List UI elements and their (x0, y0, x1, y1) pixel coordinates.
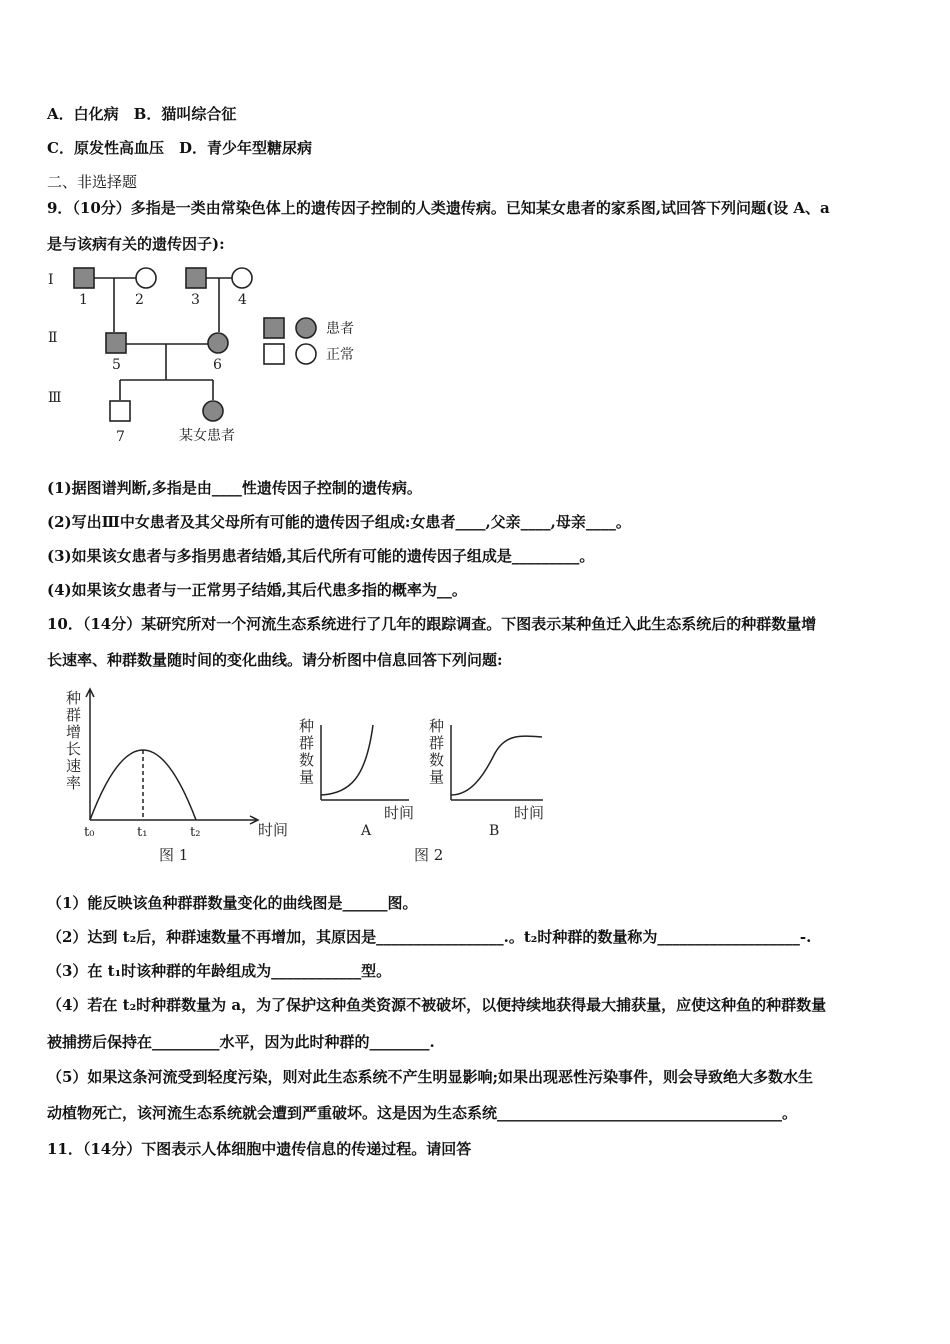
fig2b-xlabel: 时间 (514, 804, 545, 822)
proband-label: 某女患者 (179, 428, 235, 444)
fig2a-label: A (361, 823, 372, 839)
pedigree-diagram (45, 262, 375, 447)
q9-stem-line-1: 9．（10分）多指是一类由常染色体上的遗传因子控制的人类遗传病。已知某女患者的家系图,试回答下列问题(设 A、a (47, 199, 830, 217)
generation-label-1: Ⅰ (48, 272, 54, 288)
legend-normal-female (296, 344, 316, 364)
pedigree-individual-2 (136, 268, 156, 288)
q9-part-3: (3)如果该女患者与多指男患者结婚,其后代所有可能的遗传因子组成是_________。 (47, 547, 595, 565)
pedigree-proband (203, 401, 223, 421)
individual-number-2: 2 (135, 292, 144, 308)
fig2a-ylabel-char: 种 (299, 717, 315, 735)
fig2a-ylabel-char: 数 (299, 751, 315, 769)
fig1-ylabel-char: 长 (66, 740, 82, 758)
fig1-caption: 图 1 (159, 846, 189, 864)
figure-1-growth-rate-chart (60, 685, 320, 870)
pedigree-individual-5 (106, 333, 126, 353)
fig2a-xlabel: 时间 (384, 804, 415, 822)
fig2b-label: B (489, 823, 500, 839)
fig2b-s-curve (451, 736, 542, 795)
options-line-1: A．白化病 B．猫叫综合征 (47, 105, 237, 123)
pedigree-individual-1 (74, 268, 94, 288)
fig2b-ylabel-char: 数 (429, 751, 445, 769)
fig1-xlabel: 时间 (258, 821, 289, 839)
individual-number-6: 6 (213, 357, 222, 373)
fig1-ylabel-char: 种 (66, 689, 82, 707)
individual-number-5: 5 (112, 357, 121, 373)
legend-normal-male (264, 344, 284, 364)
individual-number-3: 3 (191, 292, 200, 308)
fig1-ylabel-char: 群 (66, 706, 82, 724)
q10-part-2: （2）达到 t₂后，种群速数量不再增加，其原因是_________________.。t₂时种群的数量称为___________________-. (47, 928, 812, 946)
q10-part-4-line-1: （4）若在 t₂时种群数量为 a，为了保护这种鱼类资源不被破坏，以便持续地获得最大捕获量，应使这种鱼的种群数量 (47, 996, 827, 1014)
individual-number-4: 4 (238, 292, 247, 308)
pedigree-individual-4 (232, 268, 252, 288)
fig1-tick-t2: t₂ (190, 825, 201, 840)
fig2b-ylabel-char: 群 (429, 734, 445, 752)
q10-part-3: （3）在 t₁时该种群的年龄组成为____________型。 (47, 962, 392, 980)
fig2-caption: 图 2 (414, 846, 444, 864)
q10-part-1: （1）能反映该鱼种群群数量变化的曲线图是______图。 (47, 894, 418, 912)
q10-part-5-line-1: （5）如果这条河流受到轻度污染，则对此生态系统不产生明显影响;如果出现恶性污染事件，则会导致绝大多数水生 (47, 1068, 813, 1086)
options-line-2: C．原发性高血压 D．青少年型糖尿病 (47, 139, 312, 157)
pedigree-individual-7 (110, 401, 130, 421)
fig1-ylabel-char: 率 (66, 774, 82, 792)
fig1-ylabel-char: 速 (66, 757, 82, 775)
q10-part-4-line-2: 被捕捞后保持在_________水平，因为此时种群的________. (47, 1033, 435, 1051)
q9-stem-line-2: 是与该病有关的遗传因子): (47, 235, 225, 253)
q11-stem-line-1: 11．（14分）下图表示人体细胞中遗传信息的传递过程。请回答 (47, 1140, 472, 1158)
figure-2-population-charts (296, 685, 556, 870)
fig1-ylabel-char: 增 (66, 723, 82, 741)
individual-number-7: 7 (116, 429, 125, 445)
q10-stem-line-1: 10．（14分）某研究所对一个河流生态系统进行了几年的跟踪调查。下图表示某种鱼迁入此生态系统后的种群数量增 (47, 615, 817, 633)
generation-label-3: Ⅲ (48, 390, 62, 406)
q10-part-5-line-2: 动植物死亡，该河流生态系统就会遭到严重破坏。这是因为生态系统______________________________________。 (47, 1104, 798, 1122)
section-heading: 二、非选择题 (47, 173, 138, 191)
legend-normal-label: 正常 (326, 347, 354, 363)
legend-affected-label: 患者 (326, 321, 354, 337)
fig1-tick-t1: t₁ (137, 825, 148, 840)
pedigree-individual-6 (208, 333, 228, 353)
fig2a-ylabel-char: 量 (299, 768, 315, 786)
individual-number-1: 1 (79, 292, 88, 308)
pedigree-individual-3 (186, 268, 206, 288)
fig2a-ylabel-char: 群 (299, 734, 315, 752)
fig2b-ylabel-char: 量 (429, 768, 445, 786)
legend-affected-male (264, 318, 284, 338)
fig1-tick-t0: t₀ (84, 825, 95, 840)
q10-stem-line-2: 长速率、种群数量随时间的变化曲线。请分析图中信息回答下列问题: (47, 651, 503, 669)
legend-affected-female (296, 318, 316, 338)
generation-label-2: Ⅱ (48, 330, 58, 346)
fig2b-ylabel-char: 种 (429, 717, 445, 735)
fig2a-j-curve (321, 725, 373, 795)
q9-part-4: (4)如果该女患者与一正常男子结婚,其后代患多指的概率为__。 (47, 581, 467, 599)
q9-part-2: (2)写出Ⅲ中女患者及其父母所有可能的遗传因子组成:女患者____,父亲____,母亲____。 (47, 513, 631, 531)
q9-part-1: (1)据图谱判断,多指是由____性遗传因子控制的遗传病。 (47, 479, 422, 497)
